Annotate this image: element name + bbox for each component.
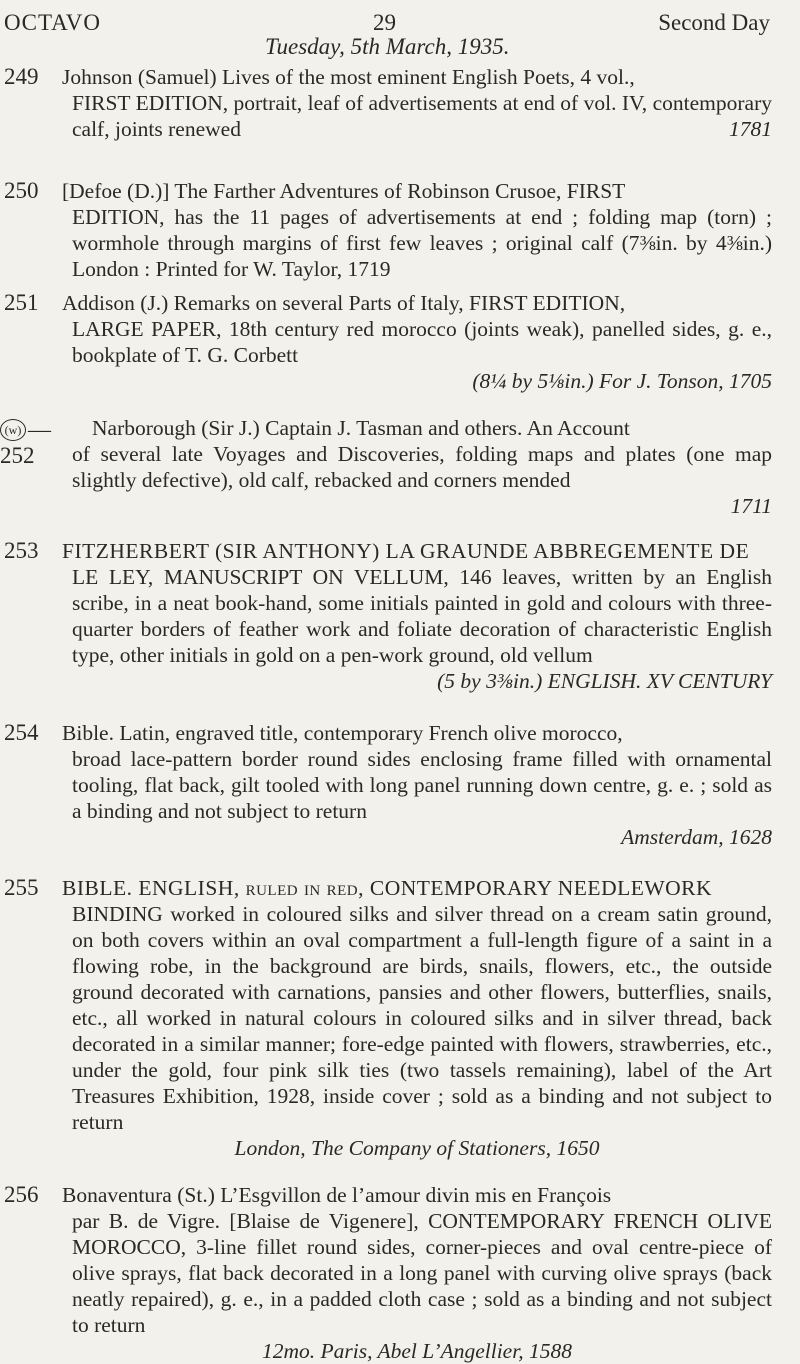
lot-details: broad lace-pattern border round sides enclosing frame filled with ornamental tooling, flat back, gilt tooled with long panel running down centre, g. e. ; sold as a binding and not subject to return: [72, 747, 772, 823]
lot-description: [62, 538, 772, 694]
lot-details: LE LEY, MANUSCRIPT ON VELLUM, 146 leaves, written by an English scribe, in a neat book-hand, some initials painted in gold and colours with three-quarter borders of feather work and foliate decoration of characteristic English type, other initials in gold on a pen-work ground, old vellum: [72, 565, 772, 667]
lot-description: [62, 290, 772, 394]
lot-imprint: 1781: [729, 117, 772, 141]
lot-number: 256: [4, 1182, 39, 1207]
lot-imprint: (5 by 3⅜in.) ENGLISH. XV CENTURY: [437, 669, 772, 693]
lot-title-line: Addison (J.) Remarks on several Parts of Italy, FIRST EDITION,: [62, 291, 626, 315]
lot-details: FIRST EDITION, portrait, leaf of advertisements at end of vol. IV, contemporary calf, joints renewed: [72, 91, 772, 141]
page-number: 29: [373, 10, 396, 35]
lot-title-line: Bonaventura (St.) L’Esgvillon de l’amour divin mis en François: [62, 1183, 612, 1207]
lot-details: LARGE PAPER, 18th century red morocco (joints weak), panelled sides, g. e., bookplate of T. G. Corbett: [72, 317, 772, 367]
lot-description: [62, 64, 772, 142]
sale-date: Tuesday, 5th March, 1935.: [265, 34, 510, 59]
lot-imprint: (8¼ by 5⅛in.) For J. Tonson, 1705: [472, 369, 772, 393]
lot-description: [62, 178, 772, 282]
lot-title-line: Bible. Latin, engraved title, contemporary French olive morocco,: [62, 721, 623, 745]
lot-description: [62, 1182, 772, 1364]
margin-mark-dash: —: [28, 416, 51, 442]
lot-description: [72, 415, 772, 519]
lot-number: 254: [4, 720, 39, 745]
lot-title-line: [Defoe (D.)] The Farther Adventures of Robinson Crusoe, FIRST: [62, 179, 626, 203]
lot-number: 250: [4, 178, 39, 203]
page-header: [0, 6, 800, 66]
lot-number: 253: [4, 538, 39, 563]
lot-description: [62, 720, 772, 850]
lot-number-with-mark: [0, 415, 64, 469]
lot-imprint: 12mo. Paris, Abel L’Angellier, 1588: [262, 1339, 572, 1363]
lot-title-line: FITZHERBERT (SIR ANTHONY) LA GRAUNDE ABBREGEMENTE DE: [62, 539, 750, 563]
margin-mark-icon: (w): [0, 419, 26, 441]
lot-imprint: London, The Company of Stationers, 1650: [234, 1136, 600, 1160]
lot-details: par B. de Vigre. [Blaise de Vigenere], CONTEMPORARY FRENCH OLIVE MOROCCO, 3-line fillet round sides, corner-pieces and oval centre-piece of olive sprays, flat back decorated in a long panel with curving olive sprays (back neatly repaired), g. e., in a padded cloth case ; sold as a binding and not subject to return: [72, 1209, 772, 1337]
lot-title-line: BIBLE. ENGLISH, ruled in red, CONTEMPORARY NEEDLEWORK: [62, 876, 713, 900]
lot-imprint: Amsterdam, 1628: [621, 825, 772, 849]
lot-title-line: Johnson (Samuel) Lives of the most eminent English Poets, 4 vol.,: [62, 65, 635, 89]
lot-details: of several late Voyages and Discoveries, folding maps and plates (one map slightly defective), old calf, rebacked and corners mended: [72, 442, 772, 492]
lot-details: EDITION, has the 11 pages of advertisements at end ; folding map (torn) ; wormhole through margins of first few leaves ; original calf (7⅜in. by 4⅜in.) London : Printed for W. Taylor, 1719: [72, 205, 772, 281]
format-label: OCTAVO: [4, 10, 102, 35]
lot-details: BINDING worked in coloured silks and silver thread on a cream satin ground, on both covers within an oval compartment a full-length figure of a saint in a flowing robe, in the background are birds, snails, flowers, etc., the outside ground decorated with carnations, pansies and other flowers, butterflies, snails, etc., all worked in natural colours in coloured silks and in silver thread, back decorated in a similar manner; fore-edge painted with flowers, strawberries, etc., under the gold, four pink silk ties (two tassels remaining), label of the Art Treasures Exhibition, 1928, inside cover ; sold as a binding and not subject to return: [72, 902, 772, 1134]
session-label: Second Day: [658, 10, 770, 35]
lot-number: 252: [0, 442, 35, 468]
lot-imprint: 1711: [730, 494, 772, 518]
lot-number: 249: [4, 64, 39, 89]
lot-description: [62, 875, 772, 1161]
lot-number: 251: [4, 290, 39, 315]
lot-number: 255: [4, 875, 39, 900]
lot-title-line: Narborough (Sir J.) Captain J. Tasman and others. An Account: [92, 416, 630, 440]
